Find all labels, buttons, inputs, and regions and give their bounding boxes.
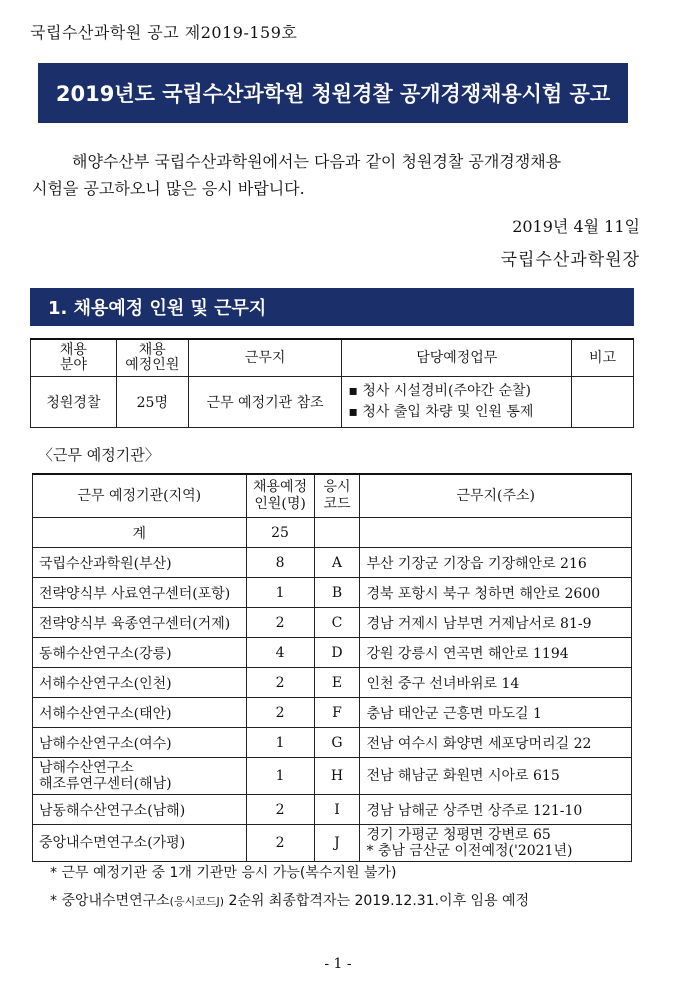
notice-number: 국립수산과학원 공고 제2019-159호 [30,23,298,42]
count-cell: 1 [246,728,314,758]
duty-item: ▪ 청사 시설경비(주야간 순찰) [348,383,531,399]
footnote-code: (응시코드J) [169,895,224,908]
code-cell: H [314,758,360,795]
header-count: 채용 예정인원 [116,339,188,377]
footnote-text: * 중앙내수면연구소 [50,893,170,909]
address-cell: 경남 거제시 남부면 거제남서로 81-9 [360,608,632,638]
table-row [33,698,632,728]
table-row [33,548,632,578]
remarks-cell [572,377,634,428]
table-row [33,795,632,825]
recruitment-table-header [31,339,634,377]
code-cell: F [314,698,360,728]
total-count: 25 [246,518,314,548]
location-cell: 근무 예정기관 참조 [188,377,342,428]
count-cell: 8 [246,548,314,578]
code-cell: B [314,578,360,608]
org-cell: 서해수산연구소(인천) [33,668,247,698]
intro-line-2: 시험을 공고하오니 많은 응시 바랍니다. [32,179,305,198]
intro-paragraph [32,148,642,202]
total-row [33,518,632,548]
header-address: 근무지(주소) [360,474,632,518]
table-row [33,758,632,795]
code-cell: C [314,608,360,638]
agency-table [32,473,632,862]
org-cell: 중앙내수면연구소(가평) [33,825,247,862]
header-org: 근무 예정기관(지역) [33,474,247,518]
table-row [31,377,634,428]
header-count: 채용예정 인원(명) [246,474,314,518]
intro-line-1: 해양수산부 국립수산과학원에서는 다음과 같이 청원경찰 공개경쟁채용 [72,152,562,171]
count-cell: 1 [246,758,314,795]
table-row [33,608,632,638]
footnote-appointment [50,890,529,910]
org-cell: 동해수산연구소(강릉) [33,638,247,668]
empty-cell [314,518,360,548]
table-row [33,638,632,668]
address-cell: 경남 남해군 상주면 상주로 121-10 [360,795,632,825]
document-title: 2019년도 국립수산과학원 청원경찰 공개경쟁채용시험 공고 [38,63,628,123]
empty-cell [360,518,632,548]
count-cell: 2 [246,795,314,825]
org-cell: 남해수산연구소(여수) [33,728,247,758]
duty-item: ▪ 청사 출입 차량 및 인원 통제 [348,404,534,420]
footnote-text: 2순위 최종합격자는 2019.12.31.이후 임용 예정 [224,893,530,909]
field-cell: 청원경찰 [31,377,117,428]
count-cell: 2 [246,608,314,638]
agency-caption: 〈근무 예정기관〉 [38,446,160,464]
count-cell: 2 [246,668,314,698]
page-number: - 1 - [324,956,352,972]
header-remarks: 비고 [572,339,634,377]
count-cell: 2 [246,698,314,728]
header-duties: 담당예정업무 [342,339,572,377]
count-cell: 1 [246,578,314,608]
count-cell: 4 [246,638,314,668]
code-cell: E [314,668,360,698]
header-location: 근무지 [188,339,342,377]
org-cell: 서해수산연구소(태안) [33,698,247,728]
org-cell: 국립수산과학원(부산) [33,548,247,578]
count-cell: 2 [246,825,314,862]
code-cell: D [314,638,360,668]
header-field: 채용 분야 [31,339,117,377]
signer: 국립수산과학원장 [500,250,640,270]
agency-table-header [33,474,632,518]
address-cell: 경기 가평군 청평면 강변로 65 * 충남 금산군 이전예정('2021년) [360,825,632,862]
address-cell: 전남 여수시 화양면 세포당머리길 22 [360,728,632,758]
address-cell: 인천 중구 선녀바위로 14 [360,668,632,698]
table-row [33,825,632,862]
table-row [33,668,632,698]
duties-cell [342,377,572,428]
address-cell: 강원 강릉시 연곡면 해안로 1194 [360,638,632,668]
address-cell: 충남 태안군 근흥면 마도길 1 [360,698,632,728]
address-cell: 부산 기장군 기장읍 기장해안로 216 [360,548,632,578]
address-cell: 경북 포항시 북구 청하면 해안로 2600 [360,578,632,608]
code-cell: A [314,548,360,578]
notice-date: 2019년 4월 11일 [512,217,640,236]
table-row [33,578,632,608]
org-cell: 전략양식부 육종연구센터(거제) [33,608,247,638]
header-code: 응시 코드 [314,474,360,518]
address-cell: 전남 해남군 화원면 시아로 615 [360,758,632,795]
org-cell: 남동해수산연구소(남해) [33,795,247,825]
code-cell: G [314,728,360,758]
total-label: 계 [33,518,247,548]
org-cell: 전략양식부 사료연구센터(포항) [33,578,247,608]
org-cell: 남해수산연구소 해조류연구센터(해남) [33,758,247,795]
table-row [33,728,632,758]
recruitment-table [30,338,634,428]
section-1-heading: 1. 채용예정 인원 및 근무지 [30,288,634,326]
footnote-single-application: * 근무 예정기관 중 1개 기관만 응시 가능(복수지원 불가) [50,865,397,881]
code-cell: I [314,795,360,825]
code-cell: J [314,825,360,862]
count-cell: 25명 [116,377,188,428]
